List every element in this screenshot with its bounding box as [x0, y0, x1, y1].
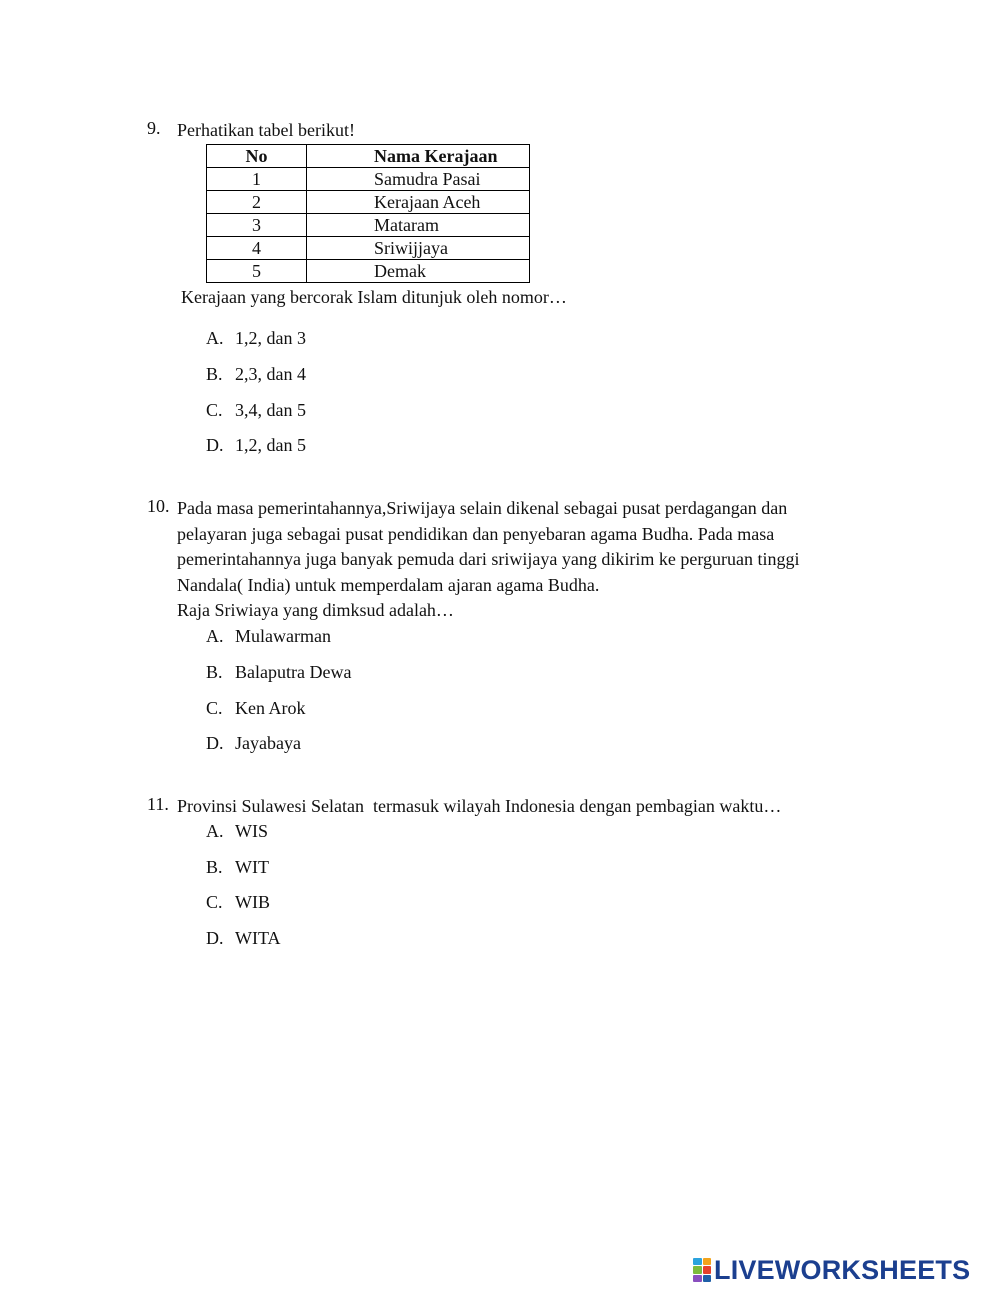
logo-square: [693, 1275, 702, 1282]
cell-no: 2: [207, 191, 307, 214]
question-prompt: Perhatikan tabel berikut!: [177, 120, 355, 140]
table-row: [207, 191, 530, 214]
option-text: Mulawarman: [235, 626, 331, 646]
question-9-text: Kerajaan yang bercorak Islam ditunjuk oleh nomor…: [181, 287, 567, 307]
option-letter: B.: [206, 857, 223, 877]
option-letter: A.: [206, 821, 224, 841]
option-text: 2,3, dan 4: [235, 364, 306, 384]
logo-square: [693, 1266, 702, 1273]
option-c[interactable]: [206, 698, 306, 719]
option-c[interactable]: [206, 400, 306, 421]
question-line: pemerintahannya juga banyak pemuda dari sriwijaya yang dikirim ke perguruan tinggi: [177, 549, 800, 569]
cell-no: 3: [207, 214, 307, 237]
question-line: Nandala( India) untuk memperdalam ajaran agama Budha.: [177, 574, 600, 595]
option-text: Ken Arok: [235, 698, 306, 718]
option-c[interactable]: [206, 892, 270, 913]
logo-text: LIVEWORKSHEETS: [714, 1254, 971, 1285]
question-number: 9.: [147, 118, 161, 138]
logo-square: [693, 1258, 702, 1265]
option-text: 1,2, dan 3: [235, 328, 306, 348]
option-d[interactable]: [206, 435, 306, 456]
question-number: 11.: [147, 794, 169, 814]
question-number: 10.: [147, 496, 170, 516]
option-b[interactable]: [206, 857, 269, 878]
option-letter: C.: [206, 698, 223, 718]
option-text: Jayabaya: [235, 733, 301, 753]
cell-kingdom: Kerajaan Aceh: [307, 191, 530, 214]
option-letter: D.: [206, 435, 224, 455]
cell-kingdom: Samudra Pasai: [307, 168, 530, 191]
option-a[interactable]: [206, 821, 268, 842]
option-text: Balaputra Dewa: [235, 662, 352, 682]
option-letter: C.: [206, 892, 223, 912]
table-header-row: [207, 145, 530, 168]
table-row: [207, 237, 530, 260]
option-letter: C.: [206, 400, 223, 420]
question-10-text: [177, 496, 799, 624]
option-letter: A.: [206, 626, 224, 646]
question-line: pelayaran juga sebagai pusat pendidikan dan penyebaran agama Budha. Pada masa: [177, 523, 775, 544]
option-letter: A.: [206, 328, 224, 348]
liveworksheets-icon: [693, 1258, 711, 1282]
cell-no: 1: [207, 168, 307, 191]
option-a[interactable]: [206, 328, 306, 349]
kingdom-table: [206, 144, 530, 283]
question-11-text: Provinsi Sulawesi Selatan termasuk wilayah Indonesia dengan pembagian waktu…: [177, 796, 782, 816]
cell-kingdom: Demak: [307, 260, 530, 283]
question-line: Raja Sriwiaya yang dimksud adalah…: [177, 600, 454, 620]
cell-kingdom: Mataram: [307, 214, 530, 237]
option-d[interactable]: [206, 928, 281, 949]
option-b[interactable]: [206, 364, 306, 385]
header-no: No: [207, 145, 307, 168]
table-row: [207, 214, 530, 237]
logo-square: [703, 1258, 712, 1265]
logo-square: [703, 1266, 712, 1273]
cell-no: 5: [207, 260, 307, 283]
option-text: WIT: [235, 857, 269, 877]
liveworksheets-logo: [693, 1256, 970, 1284]
option-text: 1,2, dan 5: [235, 435, 306, 455]
option-text: WITA: [235, 928, 281, 948]
cell-kingdom: Sriwijjaya: [307, 237, 530, 260]
option-letter: B.: [206, 364, 223, 384]
cell-no: 4: [207, 237, 307, 260]
logo-square: [703, 1275, 712, 1282]
option-d[interactable]: [206, 733, 301, 754]
option-letter: D.: [206, 733, 224, 753]
option-text: 3,4, dan 5: [235, 400, 306, 420]
option-a[interactable]: [206, 626, 331, 647]
option-letter: D.: [206, 928, 224, 948]
question-line: Pada masa pemerintahannya,Sriwijaya selain dikenal sebagai pusat perdagangan dan: [177, 498, 788, 518]
header-nama-kerajaan: Nama Kerajaan: [307, 145, 530, 168]
option-text: WIS: [235, 821, 268, 841]
option-b[interactable]: [206, 662, 351, 683]
option-text: WIB: [235, 892, 270, 912]
option-letter: B.: [206, 662, 223, 682]
table-row: [207, 168, 530, 191]
table-row: [207, 260, 530, 283]
